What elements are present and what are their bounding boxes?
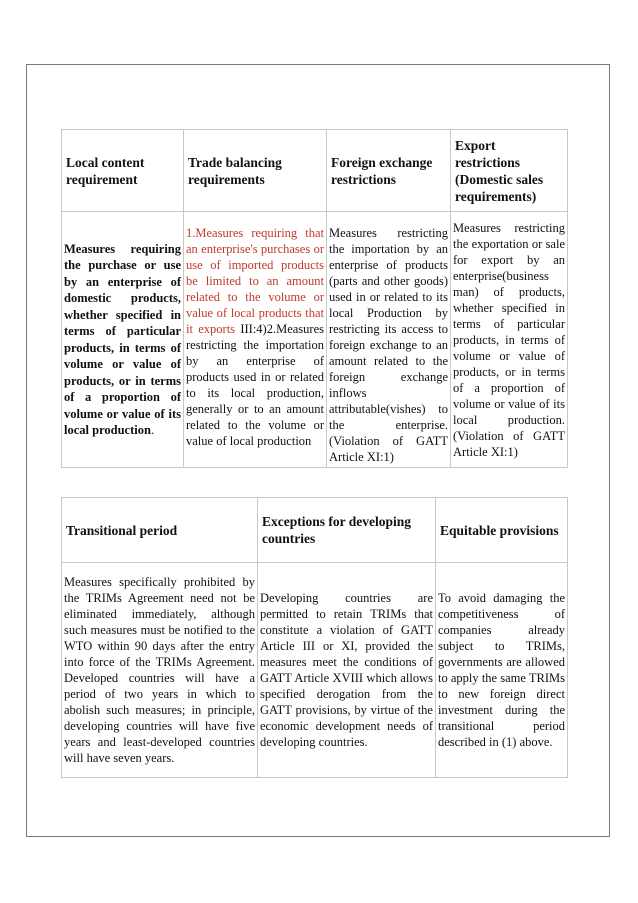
table2-header-row xyxy=(62,498,568,563)
cell-equitable-provisions: To avoid damaging the competitiveness of companies already subject to TRIMs, governments are allowed to apply the same TRIMs to new foreign direct investment during the transitional period described in (1) above. xyxy=(436,563,568,778)
header-equitable-provisions: Equitable provisions xyxy=(436,498,568,563)
trims-measures-table xyxy=(61,129,568,468)
trims-provisions-table xyxy=(61,497,568,778)
local-content-text: Measures requiring the purchase or use by an enterprise of domestic products, whether specified in terms of particular products, in terms of volume or value of products, or in terms of a proportion of volume or value of its local production xyxy=(64,241,181,437)
cell-trade-balancing xyxy=(184,212,327,468)
header-foreign-exchange: Foreign exchange restrictions xyxy=(327,130,451,212)
local-content-period: . xyxy=(150,423,155,437)
cell-local-content xyxy=(62,212,184,468)
cell-foreign-exchange: Measures restricting the importation by an enterprise of products (parts and other goods) used in or related to its local Production by restricting its access to foreign exchange to an amount related to the foreign exchange inflows attributable(vishes) to the enterprise. (Violation of GATT Article XI:1) xyxy=(327,212,451,468)
header-export-restrictions: Export restrictions (Domestic sales requirements) xyxy=(451,130,568,212)
cell-exceptions: Developing countries are permitted to retain TRIMs that constitute a violation of GATT Article III or XI, provided the measures meet the conditions of GATT Article XVIII which allows specified derogation from the GATT provisions, by virtue of the economic development needs of developing countries. xyxy=(258,563,436,778)
table2-body-row xyxy=(62,563,568,778)
header-transitional-period: Transitional period xyxy=(62,498,258,563)
trade-balancing-text: III:4)2.Measures restricting the importation by an enterprise of products used in or related to its local production, generally or to an amount related to the volume or value of local production xyxy=(186,322,324,448)
header-local-content: Local content requirement xyxy=(62,130,184,212)
header-exceptions: Exceptions for developing countries xyxy=(258,498,436,563)
cell-export-restrictions: Measures restricting the exportation or sale for export by an enterprise(business man) of products, whether specified in terms of particular products, in terms of volume or value of products, or in terms of a proportion of volume or value of its local production. (Violation of GATT Article XI:1) xyxy=(451,212,568,468)
table1-body-row xyxy=(62,212,568,468)
table1-header-row xyxy=(62,130,568,212)
cell-transitional-period: Measures specifically prohibited by the TRIMs Agreement need not be eliminated immediately, although such measures must be notified to the WTO within 90 days after the entry into force of the TRIMs Agreement. Developed countries will have a period of two years in which to abolish such measures; in principle, developing countries will have five years and least-developed countries will have seven years. xyxy=(62,563,258,778)
trade-balancing-highlight: 1.Measures requiring that an enterprise's purchases or use of imported products be limited to an amount related to the volume or value of local products that it exports xyxy=(186,226,324,336)
header-trade-balancing: Trade balancing requirements xyxy=(184,130,327,212)
